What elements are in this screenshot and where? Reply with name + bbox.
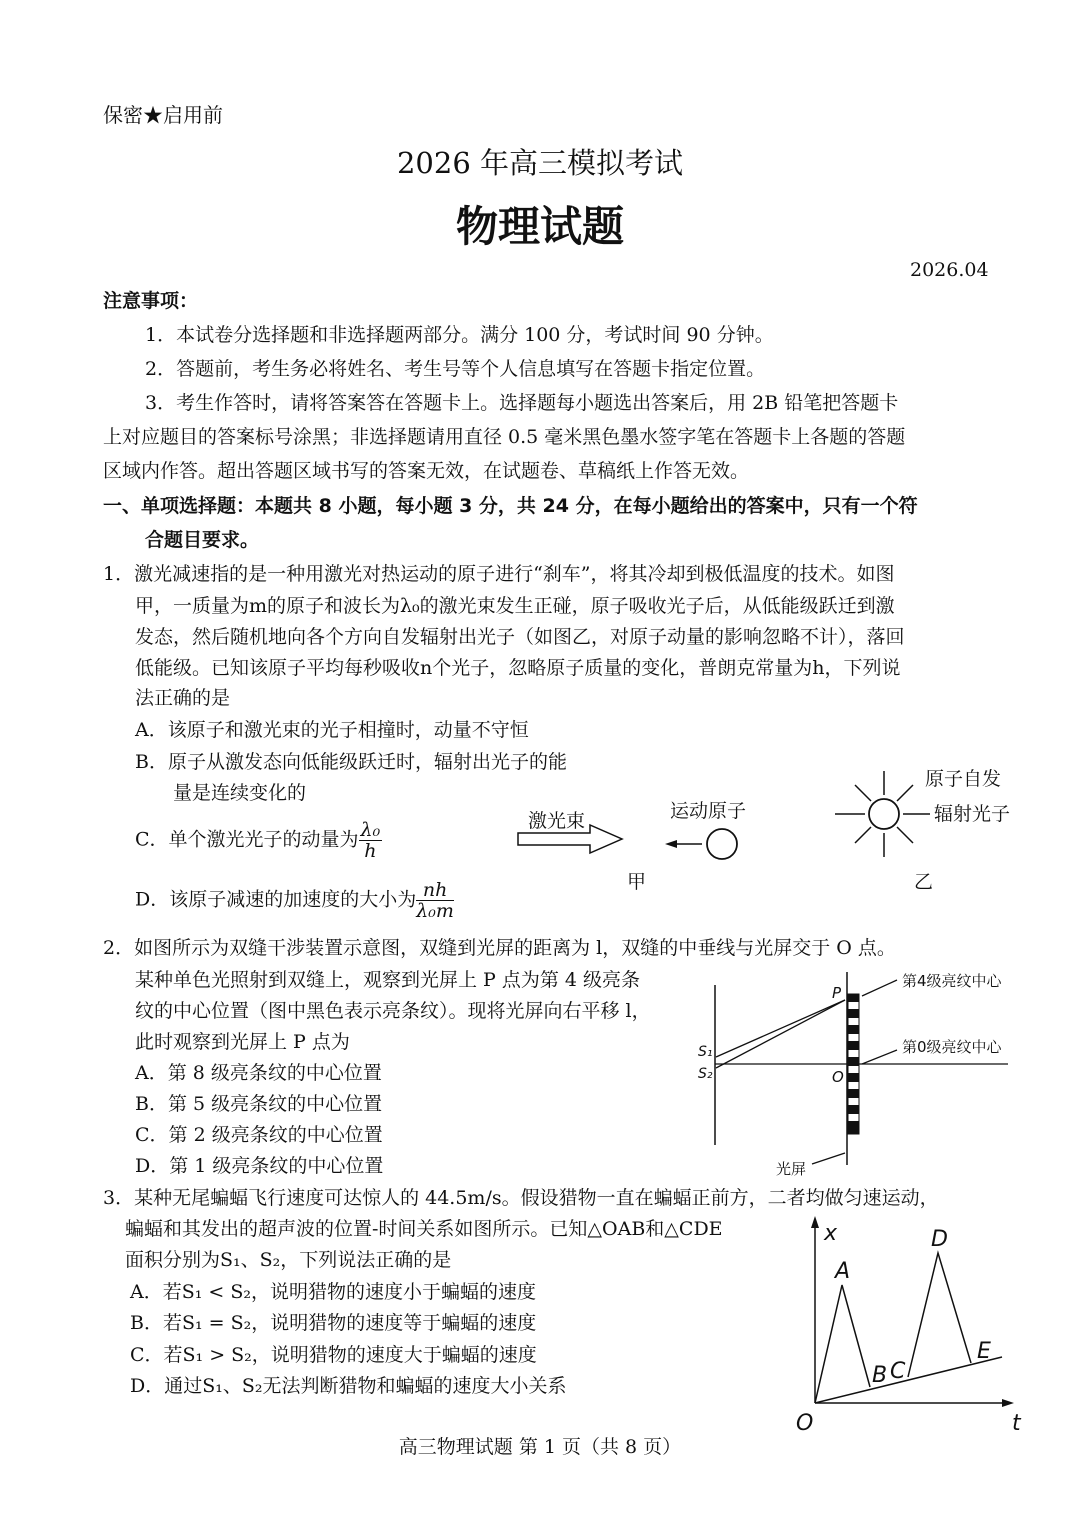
exam-date: 2026.04 [910,259,989,281]
q2-option-a: A．第 8 级亮条纹的中心位置 [135,1062,382,1084]
pointer [812,1153,845,1164]
exam-title: 2026 年高三模拟考试 [396,146,684,180]
q2-text: 纹的中心位置（图中黑色表示亮条纹）。现将光屏向右平移 l， [135,1000,651,1022]
q3-option-c: C．若S₁ > S₂，说明猎物的速度大于蝙蝠的速度 [130,1344,537,1366]
laser-label: 激光束 [528,810,586,832]
notice-item: 2．答题前，考生务必将姓名、考生号等个人信息填写在答题卡指定位置。 [145,358,766,380]
emit-label-2: 辐射光子 [934,803,1011,825]
arrowhead [665,840,677,848]
q1-option-b: B．原子从激发态向低能级跃迁时，辐射出光子的能 [135,751,567,773]
fraction [359,820,383,861]
label-x: x [824,1221,838,1246]
slit-s2: S₂ [698,1066,713,1082]
q1-option-c-text: C．单个激光光子的动量为 [135,828,359,851]
q2-option-b: B．第 5 级亮条纹的中心位置 [135,1093,383,1115]
q2-text: 此时观察到光屏上 P 点为 [135,1031,350,1053]
triangle-cde [908,1253,971,1377]
label-4th-fringe: 第4级亮纹中心 [902,972,1002,990]
notice-item: 区域内作答。超出答题区域书写的答案无效，在试题卷、草稿纸上作答无效。 [103,460,750,482]
notice-item: 3．考生作答时，请将答案答在答题卡上。选择题每小题选出答案后，用 2B 铅笔把答题卡 [145,392,899,414]
point-p: P [832,984,842,1002]
q3-text: 蝙蝠和其发出的超声波的位置-时间关系如图所示。已知△OAB和△CDE [125,1218,723,1240]
fig-yi-label: 乙 [914,871,934,893]
label-d: D [931,1227,948,1252]
q1-option-a: A．该原子和激光束的光子相撞时，动量不守恒 [135,719,529,741]
q1-figure [510,755,1050,905]
fringes [848,994,859,1134]
atom-label: 运动原子 [670,800,747,822]
notice-item: 1．本试卷分选择题和非选择题两部分。满分 100 分，考试时间 90 分钟。 [145,324,774,346]
label-t: t [1012,1411,1021,1436]
arrowhead [1002,1399,1014,1407]
q1-text: 低能级。已知该原子平均每秒吸收n个光子，忽略原子质量的变化，普朗克常量为h，下列说 [135,657,901,679]
notice-title: 注意事项： [103,290,199,312]
page-footer: 高三物理试题 第 1 页（共 8 页） [398,1436,682,1458]
emitting-atom [869,799,899,829]
emit-label-1: 原子自发 [925,768,1002,790]
arrowhead [811,1216,819,1228]
photon-arrows [835,771,930,857]
q1-option-d-text: D．该原子减速的加速度的大小为 [135,888,417,911]
label-a: A [835,1259,851,1284]
atom-circle [707,829,737,859]
numerator: λ₀ [360,819,381,841]
pointer [862,1050,897,1064]
q1-option-d [135,880,454,921]
prey-line [815,1357,1002,1403]
q3-option-b: B．若S₁ = S₂，说明猎物的速度等于蝙蝠的速度 [130,1312,537,1334]
label-e: E [977,1339,991,1364]
q1-text: 甲，一质量为m的原子和波长为λ₀的激光束发生正碰，原子吸收光子后，从低能级跃迁到激 [135,595,895,617]
label-o: O [796,1411,814,1436]
section-heading: 一、单项选择题：本题共 8 小题，每小题 3 分，共 24 分，在每小题给出的答案中，只有一个符 [103,495,918,517]
q2-figure [690,960,1030,1185]
denominator: λ₀m [416,900,454,922]
q1-text: 1．激光减速指的是一种用激光对热运动的原子进行“刹车”，将其冷却到极低温度的技术。如图 [103,563,895,585]
denominator: h [364,840,377,862]
point-o: O [832,1068,844,1086]
label-screen: 光屏 [776,1160,807,1178]
q2-text: 某种单色光照射到双缝上，观察到光屏上 P 点为第 4 级亮条 [135,969,641,991]
fig-jia-label: 甲 [627,871,647,893]
q2-option-d: D．第 1 级亮条纹的中心位置 [135,1155,384,1177]
subject-title: 物理试题 [455,202,624,251]
q3-option-d: D．通过S₁、S₂无法判断猎物和蝙蝠的速度大小关系 [130,1375,567,1397]
label-c: C [890,1359,906,1384]
q2-option-c: C．第 2 级亮条纹的中心位置 [135,1124,383,1146]
ray-s2 [716,1000,845,1068]
fraction [416,880,454,921]
ray-s1 [716,1000,845,1057]
q3-xt-graph [790,1210,1040,1440]
q1-text: 发态，然后随机地向各个方向自发辐射出光子（如图乙，对原子动量的影响忽略不计），落回 [135,626,905,648]
q1-text: 法正确的是 [135,687,231,709]
q1-option-b-cont: 量是连续变化的 [173,782,307,804]
numerator: nh [416,880,454,901]
confidential-label: 保密★启用前 [103,103,223,127]
q2-text: 2．如图所示为双缝干涉装置示意图，双缝到光屏的距离为 l，双缝的中垂线与光屏交于 O 点。 [103,937,896,959]
notice-item: 上对应题目的答案标号涂黑；非选择题请用直径 0.5 毫米黑色墨水签字笔在答题卡上各题的答题 [103,426,906,448]
section-heading-cont: 合题目要求。 [145,529,260,551]
slit-s1: S₁ [698,1044,713,1060]
triangle-oab [815,1285,870,1403]
q3-text: 面积分别为S₁、S₂，下列说法正确的是 [125,1249,452,1271]
q1-option-c [135,820,382,861]
label-b: B [872,1363,888,1388]
label-0th-fringe: 第0级亮纹中心 [902,1038,1002,1056]
q3-text: 3．某种无尾蝙蝠飞行速度可达惊人的 44.5m/s。假设猎物一直在蝙蝠正前方，二者均做匀速运动， [103,1187,939,1209]
pointer [862,980,897,996]
q3-option-a: A．若S₁ < S₂，说明猎物的速度小于蝙蝠的速度 [130,1281,536,1303]
